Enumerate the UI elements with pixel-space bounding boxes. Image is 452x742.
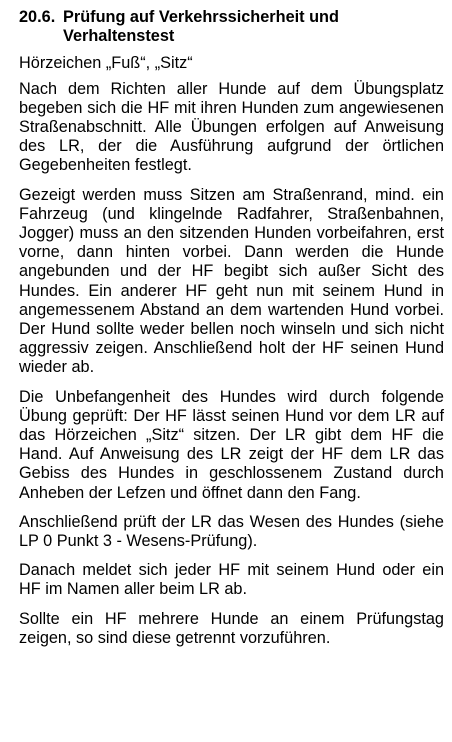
section-number: 20.6.: [19, 8, 56, 26]
document-page: [19, 8, 444, 658]
section-heading: [19, 8, 444, 46]
paragraph-unbefangenheit: Die Unbefangenheit des Hundes wird durch folgende Übung geprüft: Der HF lässt seinen Hund vor dem LR auf das Hörzeichen „Sitz“ sitzen. Der LR gibt dem HF die Hand. Auf Anweisung des LR zeigt der HF dem LR das Gebiss des Hundes in geschlossenem Zustand durch Anheben der Lefzen und öffnet dann den Fang.: [19, 387, 444, 502]
subheading: Hörzeichen „Fuß“, „Sitz“: [19, 54, 193, 73]
paragraph-richten: Nach dem Richten aller Hunde auf dem Übungsplatz begeben sich die HF mit ihren Hunden zum angewiesenen Straßenabschnitt. Alle Übungen erfolgen auf Anweisung des LR, der die Ausführung aufgrund der örtlichen Gegebenheiten festlegt.: [19, 79, 444, 175]
paragraph-abmelden: Danach meldet sich jeder HF mit seinem Hund oder ein HF im Namen aller beim LR ab.: [19, 561, 444, 599]
paragraph-sitzen-strassenrand: Gezeigt werden muss Sitzen am Straßenrand, mind. ein Fahrzeug (und klingelnde Radfahrer, Straßenbahnen, Jogger) muss an den sitzenden Hunden vorbeifahren, erst vorne, dann hinten vorbei. Dann werden die Hunde angebunden und der HF begibt sich außer Sicht des Hundes. Ein anderer HF geht nun mit seinem Hund in angemessenem Abstand an dem wartenden Hund vorbei. Der Hund sollte weder bellen noch winseln und sich nicht aggressiv zeigen. Anschließend holt der HF seinen Hund wieder ab.: [19, 185, 444, 377]
paragraph-wesen: Anschließend prüft der LR das Wesen des Hundes (siehe LP 0 Punkt 3 - Wesens-Prüfung).: [19, 512, 444, 551]
paragraph-mehrere-hunde: Sollte ein HF mehrere Hunde an einem Prüfungstag zeigen, so sind diese getrennt vorzuführen.: [19, 609, 444, 647]
section-title: Prüfung auf Verkehrssicherheit und Verhaltenstest: [63, 8, 339, 46]
